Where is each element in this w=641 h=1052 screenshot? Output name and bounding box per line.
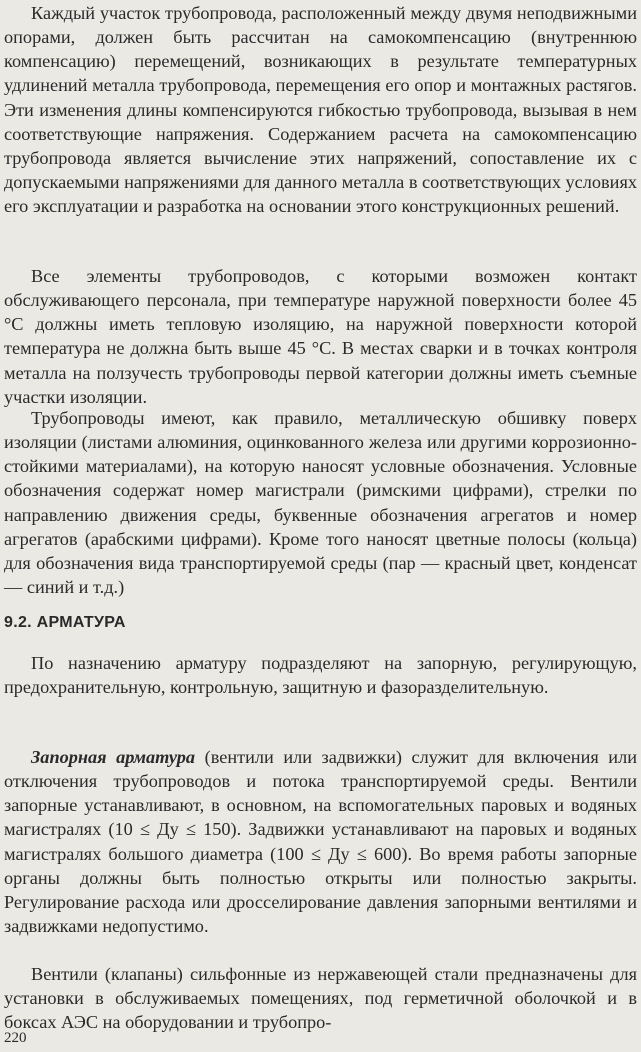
paragraph-pipe-markings: Трубопроводы имеют, как правило, металлическую обшивку поверх изоляции (листами алюминия, оцинкованного железа или другими коррозионно-стойкими материалами), на которую наносят условные обозначения. Условные обозначения содержат номер магистрали (римскими цифрами), стрелки по направлению движения среды, буквенные обозначения агрегатов и номер агрегатов (арабскими цифрами). Кроме того наносят цветные полосы (кольца) для обозначения вида транспортируемой среды (пар — красный цвет, конденсат — синий и т.д.) [4, 408, 637, 598]
page-number: 220 [4, 1030, 27, 1046]
section-heading: 9.2. АРМАТУРА [4, 614, 126, 631]
term-shutoff-valves: Запорная арматура [31, 747, 196, 767]
paragraph-valve-classification: По назначению арматуру подразделяют на запорную, регулирующую, предохранительную, контрольную, защитную и фазоразделительную. [4, 653, 637, 698]
paragraph-shutoff-valves [4, 745, 637, 938]
paragraph-shutoff-valves-text: (вентили или задвижки) служит для включения или отключения трубопроводов и потока транспортируемой среды. Вентили запорные устанавливают, в основном, на вспомогательных паровых и водяных магистралях (10 ≤ Ду ≤ 150). Задвижки устанавливают на паровых и водяных магистралях большого диаметра (100 ≤ Ду ≤ 600). Во время работы запорные органы должны быть полностью открыты или полностью закрыты. Регулирование расхода или дросселирование давления запорными вентилями и задвижками недопустимо. [4, 747, 637, 937]
paragraph-thermal-insulation: Все элементы трубопроводов, с которыми возможен контакт обслуживающего персонала, при температуре наружной поверхности более 45 °С должны иметь тепловую изоляцию, на наружной поверхности которой температура не должна быть выше 45 °С. В местах сварки и в точках контроля металла на ползучесть трубопроводы первой категории должны иметь съемные участки изоляции. [4, 266, 637, 407]
paragraph-bellows-valves: Вентили (клапаны) сильфонные из нержавеющей стали предназначены для установки в обслуживаемых помещениях, под герметичной оболочкой и в боксах АЭС на оборудовании и трубопро- [4, 964, 637, 1033]
paragraph-self-compensation: Каждый участок трубопровода, расположенный между двумя неподвижными опорами, должен быть рассчитан на самокомпенсацию (внутреннюю компенсацию) перемещений, возникающих в результате температурных удлинений металла трубопровода, перемещения его опор и монтажных растягов. Эти изменения длины компенсируются гибкостью трубопровода, вызывая в нем соответствующие напряжения. Содержанием расчета на самокомпенсацию трубопровода является вычисление этих напряжений, сопоставление их с допускаемыми напряжениями для данного металла в соответствующих условиях его эксплуатации и разработка на основании этого конструкционных решений. [4, 3, 638, 217]
